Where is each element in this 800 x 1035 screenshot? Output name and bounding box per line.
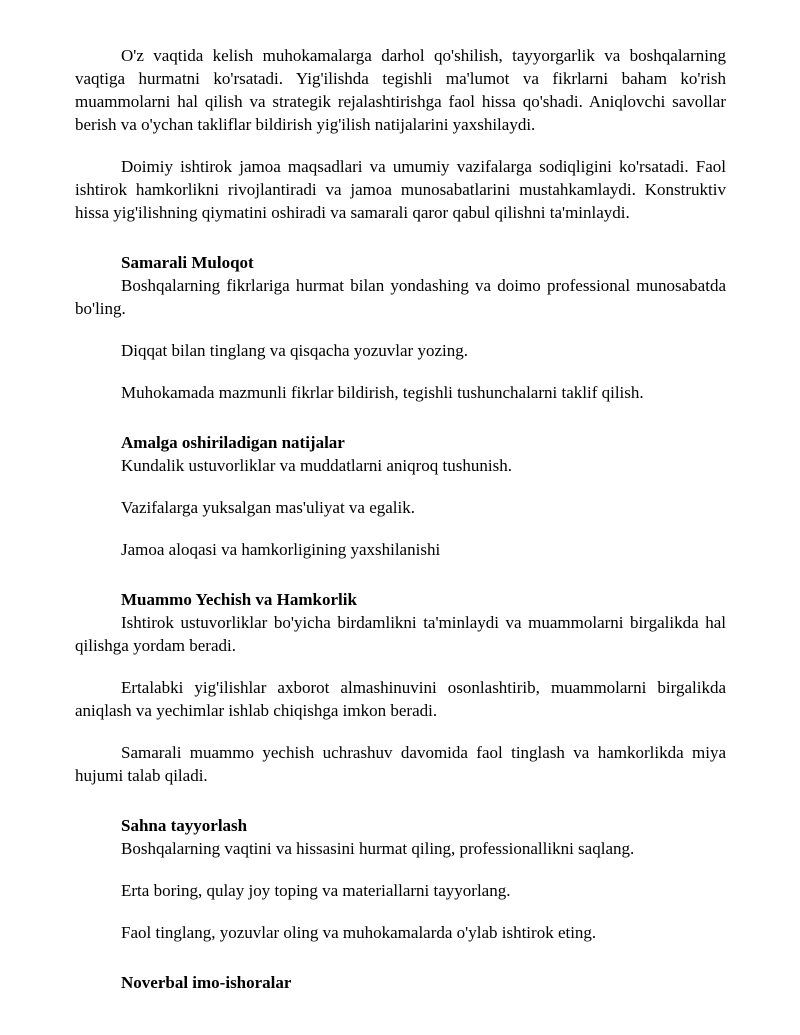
document-page — [75, 44, 726, 994]
section-heading: Muammo Yechish va Hamkorlik — [121, 590, 357, 609]
section-paragraph: Erta boring, qulay joy toping va materiallarni tayyorlang. — [121, 881, 511, 900]
section-heading: Sahna tayyorlash — [121, 816, 248, 835]
section-paragraph: Boshqalarning fikrlariga hurmat bilan yondashing va doimo professional munosabatda bo'ling. — [75, 276, 726, 318]
section-paragraph: Diqqat bilan tinglang va qisqacha yozuvlar yozing. — [121, 341, 468, 360]
section-paragraph: Ertalabki yig'ilishlar axborot almashinuvini osonlashtirib, muammolarni birgalikda aniqlash va yechimlar ishlab chiqishga imkon beradi. — [75, 678, 726, 720]
section-heading: Samarali Muloqot — [121, 253, 254, 272]
section-heading: Noverbal imo-ishoralar — [121, 973, 292, 992]
section-paragraph: Jamoa aloqasi va hamkorligining yaxshilanishi — [121, 540, 441, 559]
section-noverbal-imo-ishoralar — [75, 963, 726, 994]
section-paragraph: Vazifalarga yuksalgan mas'uliyat va egalik. — [121, 498, 416, 517]
section-heading: Amalga oshiriladigan natijalar — [121, 433, 345, 452]
section-paragraph: Samarali muammo yechish uchrashuv davomida faol tinglash va hamkorlikda miya hujumi talab qiladi. — [75, 743, 726, 785]
section-paragraph: Kundalik ustuvorliklar va muddatlarni aniqroq tushunish. — [121, 456, 512, 475]
section-paragraph: Ishtirok ustuvorliklar bo'yicha birdamlikni ta'minlaydi va muammolarni birgalikda hal qilishga yordam beradi. — [75, 613, 726, 655]
intro-paragraph-2: Doimiy ishtirok jamoa maqsadlari va umumiy vazifalarga sodiqligini ko'rsatadi. Faol ishtirok hamkorlikni rivojlantiradi va jamoa munosabatlarini mustahkamlaydi. Konstruktiv hissa yig'ilishning qiymatini oshiradi va samarali qaror qabul qilishni ta'minlaydi. — [75, 157, 726, 222]
section-muammo-yechish — [75, 580, 726, 787]
intro-paragraph-1: O'z vaqtida kelish muhokamalarga darhol qo'shilish, tayyorgarlik va boshqalarning vaqtiga hurmatni ko'rsatadi. Yig'ilishda tegishli ma'lumot va fikrlarni baham ko'rish muammolarni hal qilish va strategik rejalashtirishga faol hissa qo'shadi. Aniqlovchi savollar berish va o'ychan takliflar bildirish yig'ilish natijalarini yaxshilaydi. — [75, 46, 726, 134]
section-paragraph: Faol tinglang, yozuvlar oling va muhokamalarda o'ylab ishtirok eting. — [121, 923, 597, 942]
section-paragraph: Boshqalarning vaqtini va hissasini hurmat qiling, professionallikni saqlang. — [121, 839, 635, 858]
section-samarali-muloqot — [75, 243, 726, 404]
section-paragraph: Muhokamada mazmunli fikrlar bildirish, tegishli tushunchalarni taklif qilish. — [121, 383, 644, 402]
section-amalga-oshiriladigan-natijalar — [75, 423, 726, 561]
section-sahna-tayyorlash — [75, 806, 726, 944]
